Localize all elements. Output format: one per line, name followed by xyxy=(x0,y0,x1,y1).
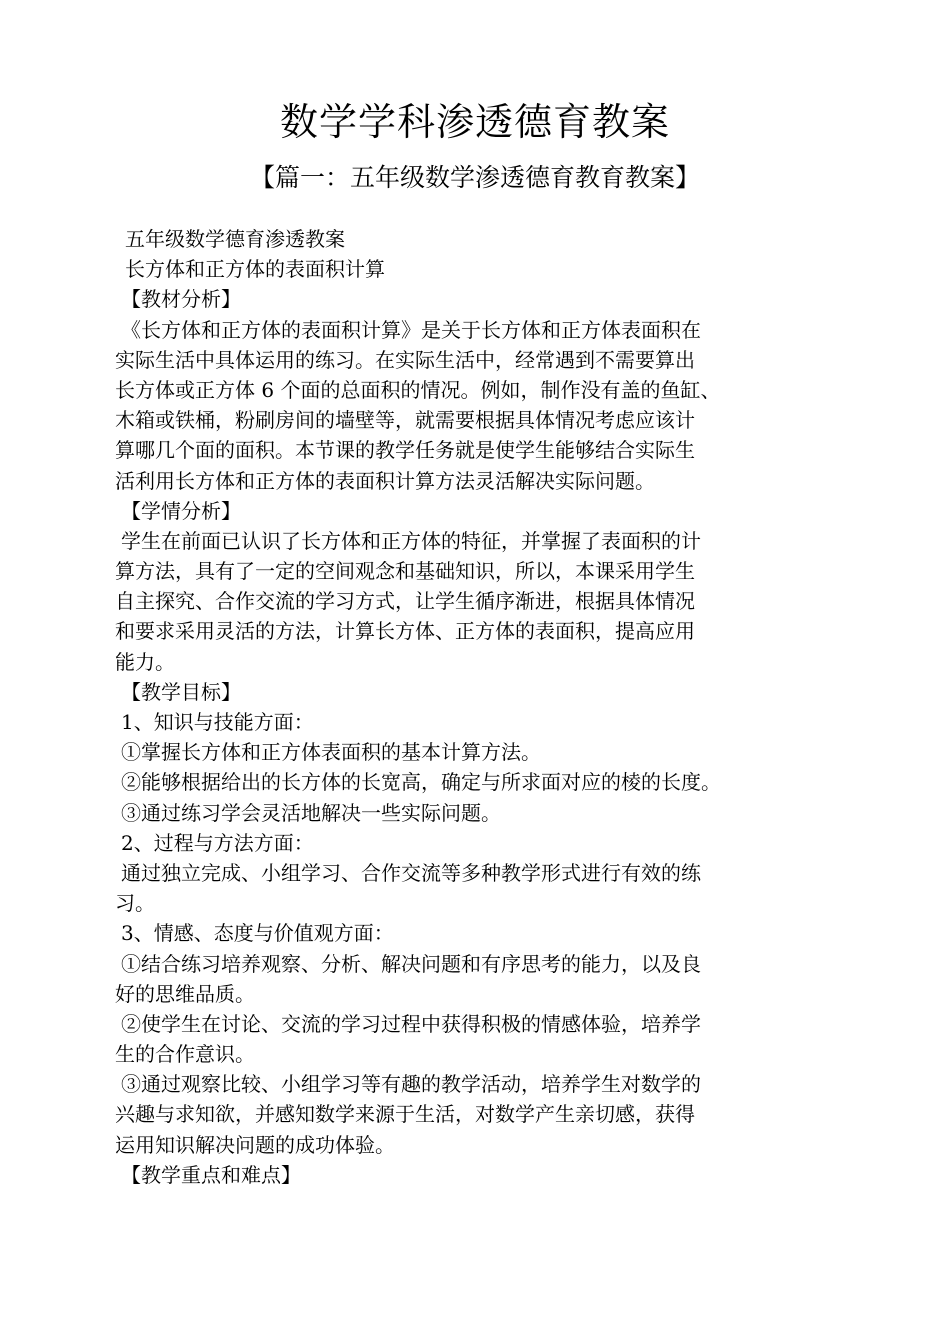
section-label: 【教学重点和难点】 xyxy=(121,1162,301,1187)
document-body xyxy=(115,224,855,1190)
text-line: 《长方体和正方体的表面积计算》是关于长方体和正方体表面积在 xyxy=(121,317,701,342)
document-title: 数学学科渗透德育教案 xyxy=(279,100,670,144)
numbered-heading: 2、过程与方法方面： xyxy=(121,830,314,855)
text-line: 能力。 xyxy=(115,649,175,674)
section-label: 【学情分析】 xyxy=(121,498,241,523)
text-line: 自主探究、合作交流的学习方式，让学生循序渐进，根据具体情况 xyxy=(115,589,695,614)
text-line: 好的思维品质。 xyxy=(115,981,255,1006)
list-item: ①结合练习培养观察、分析、解决问题和有序思考的能力，以及良 xyxy=(121,951,701,976)
text-line: 长方体和正方体的表面积计算 xyxy=(125,257,385,282)
text-line: 习。 xyxy=(115,891,155,916)
list-item: ③通过观察比较、小组学习等有趣的教学活动，培养学生对数学的 xyxy=(121,1072,701,1097)
list-item: ②能够根据给出的长方体的长宽高，确定与所求面对应的棱的长度。 xyxy=(121,770,721,795)
text-line: 活利用长方体和正方体的表面积计算方法灵活解决实际问题。 xyxy=(115,468,655,493)
section-label: 【教学目标】 xyxy=(121,679,241,704)
text-line: 实际生活中具体运用的练习。在实际生活中，经常遇到不需要算出 xyxy=(115,347,695,372)
text-line: 通过独立完成、小组学习、合作交流等多种教学形式进行有效的练 xyxy=(121,860,701,885)
section-label: 【教材分析】 xyxy=(121,287,241,312)
text-line: 五年级数学德育渗透教案 xyxy=(125,227,345,251)
text-line: 和要求采用灵活的方法，计算长方体、正方体的表面积，提高应用 xyxy=(115,619,695,644)
section-heading: 【篇一：五年级数学渗透德育教育教案】 xyxy=(249,163,700,192)
text-line: 生的合作意识。 xyxy=(115,1042,255,1067)
text-line: 木箱或铁桶，粉刷房间的墙壁等，就需要根据具体情况考虑应该计 xyxy=(115,408,695,433)
text-line: 运用知识解决问题的成功体验。 xyxy=(115,1132,395,1157)
numbered-heading: 3、情感、态度与价值观方面： xyxy=(121,921,394,946)
list-item: ②使学生在讨论、交流的学习过程中获得积极的情感体验，培养学 xyxy=(121,1011,701,1036)
list-item: ③通过练习学会灵活地解决一些实际问题。 xyxy=(121,800,501,825)
text-line: 长方体或正方体 6 个面的总面积的情况。例如，制作没有盖的鱼缸、 xyxy=(115,377,721,402)
text-line: 兴趣与求知欲，并感知数学来源于生活，对数学产生亲切感，获得 xyxy=(115,1102,695,1127)
text-line: 学生在前面已认识了长方体和正方体的特征，并掌握了表面积的计 xyxy=(121,528,701,553)
text-line: 算哪几个面的面积。本节课的教学任务就是使学生能够结合实际生 xyxy=(115,438,695,463)
numbered-heading: 1、知识与技能方面： xyxy=(121,710,314,734)
list-item: ①掌握长方体和正方体表面积的基本计算方法。 xyxy=(121,740,541,765)
text-line: 算方法，具有了一定的空间观念和基础知识，所以，本课采用学生 xyxy=(115,559,695,584)
